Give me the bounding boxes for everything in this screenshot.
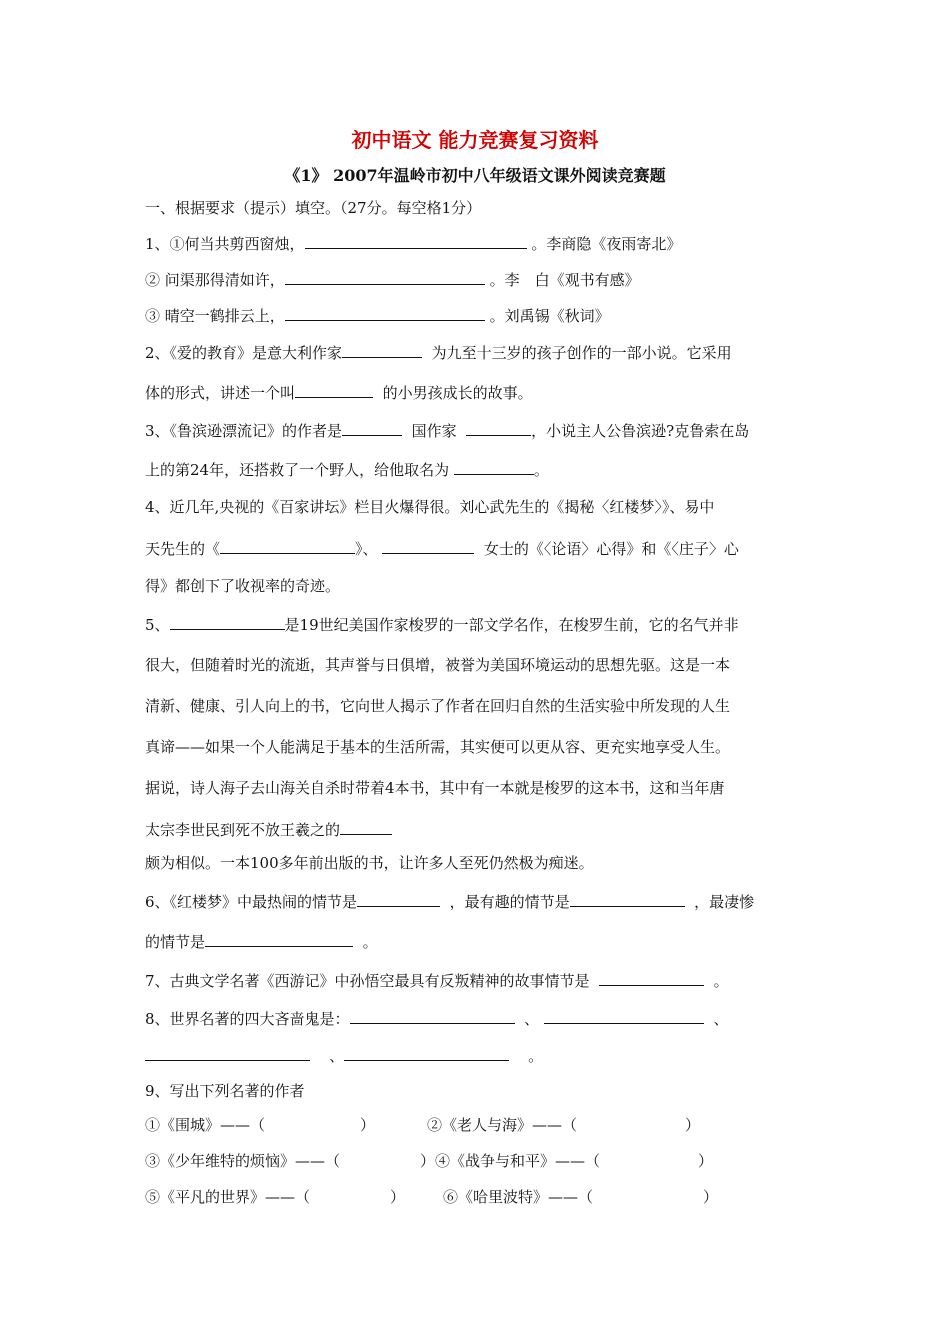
answer-blank[interactable]	[220, 538, 355, 554]
question-8-line2: 、 。	[145, 1045, 543, 1066]
answer-blank[interactable]	[285, 269, 485, 285]
answer-blank[interactable]	[599, 970, 704, 986]
answer-blank[interactable]	[340, 819, 392, 835]
answer-blank[interactable]	[350, 1008, 515, 1024]
answer-blank[interactable]	[145, 1045, 310, 1061]
section-heading: 一、根据要求（提示）填空。（27分。每空格1分）	[145, 199, 482, 217]
answer-blank[interactable]	[344, 1045, 509, 1061]
question-5-line3: 清新、健康、引人向上的书，它向世人揭示了作者在回归自然的生活实验中所发现的人生	[145, 697, 731, 715]
answer-blank[interactable]	[570, 891, 685, 907]
question-4-line3: 得》都创下了收视率的奇迹。	[145, 577, 341, 595]
answer-blank[interactable]	[342, 420, 402, 436]
answer-blank[interactable]	[285, 305, 485, 321]
question-9-row3: ⑤《平凡的世界》——（ ） ⑥《哈里波特》——（ ）	[145, 1188, 719, 1206]
question-6-line2: 的情节是 。	[145, 933, 378, 951]
page-title: 初中语文 能力竞赛复习资料	[351, 128, 599, 152]
question-7: 7、古典文学名著《西游记》中孙悟空最具有反叛精神的故事情节是 。	[145, 972, 729, 990]
answer-blank[interactable]	[342, 342, 422, 358]
question-5-line6: 太宗李世民到死不放王羲之的	[145, 819, 392, 840]
question-5-line5: 据说，诗人海子去山海关自杀时带着4本书，其中有一本就是梭罗的这本书，这和当年唐	[145, 779, 725, 797]
question-3-line1: 3、《鲁滨逊漂流记》的作者是 国作家 ，小说主人公鲁滨逊?克鲁索在岛	[145, 422, 750, 440]
answer-blank[interactable]	[544, 1008, 704, 1024]
answer-blank[interactable]	[454, 459, 534, 475]
question-1b: ② 问渠那得清如许， 。李 白《观书有感》	[145, 271, 640, 289]
answer-blank[interactable]	[382, 538, 474, 554]
question-2-line2: 体的形式，讲述一个叫 的小男孩成长的故事。	[145, 384, 533, 402]
question-3-line2: 上的第24年，还搭救了一个野人，给他取名为 。	[145, 461, 549, 479]
question-5-line4: 真谛——如果一个人能满足于基本的生活所需，其实便可以更从容、更充实地享受人生。	[145, 738, 731, 756]
answer-blank[interactable]	[466, 420, 531, 436]
question-6-line1: 6、《红楼梦》中最热闹的情节是 ，最有趣的情节是 ，最凄惨	[145, 893, 755, 911]
question-9-heading: 9、写出下列名著的作者	[145, 1082, 305, 1100]
answer-blank[interactable]	[295, 382, 373, 398]
question-9-row2: ③《少年维特的烦恼》——（ ）④《战争与和平》——（ ）	[145, 1152, 714, 1170]
question-1c: ③ 晴空一鹤排云上， 。刘禹锡《秋词》	[145, 307, 610, 325]
answer-blank[interactable]	[357, 891, 440, 907]
question-4-line2: 天先生的《 》、 女士的《〈论语〉心得》和《〈庄子〉心	[145, 540, 739, 558]
answer-blank[interactable]	[305, 233, 527, 249]
question-9-row1: ①《围城》——（ ） ②《老人与海》——（ ）	[145, 1116, 701, 1134]
question-5-line1: 5、 是19世纪美国作家梭罗的一部文学名作，在梭罗生前，它的名气并非	[145, 616, 739, 634]
answer-blank[interactable]	[170, 614, 285, 630]
page-subtitle: 《1》 2007年温岭市初中八年级语文课外阅读竞赛题	[284, 166, 666, 185]
question-8-line1: 8、世界名著的四大吝啬鬼是： 、 、	[145, 1010, 729, 1028]
question-4-line1: 4、近几年,央视的《百家讲坛》栏目火爆得很。刘心武先生的《揭秘〈红楼梦〉》、易中	[145, 498, 715, 516]
answer-blank[interactable]	[205, 931, 353, 947]
question-5-line7: 颇为相似。一本100多年前出版的书，让许多人至死仍然极为痴迷。	[145, 854, 594, 872]
question-5-line2: 很大，但随着时光的流逝，其声誉与日俱增，被誉为美国环境运动的思想先驱。这是一本	[145, 656, 731, 674]
question-1a: 1、①何当共剪西窗烛， 。李商隐《夜雨寄北》	[145, 235, 682, 253]
question-2-line1: 2、《爱的教育》是意大利作家 为九至十三岁的孩子创作的一部小说。它采用	[145, 344, 732, 362]
